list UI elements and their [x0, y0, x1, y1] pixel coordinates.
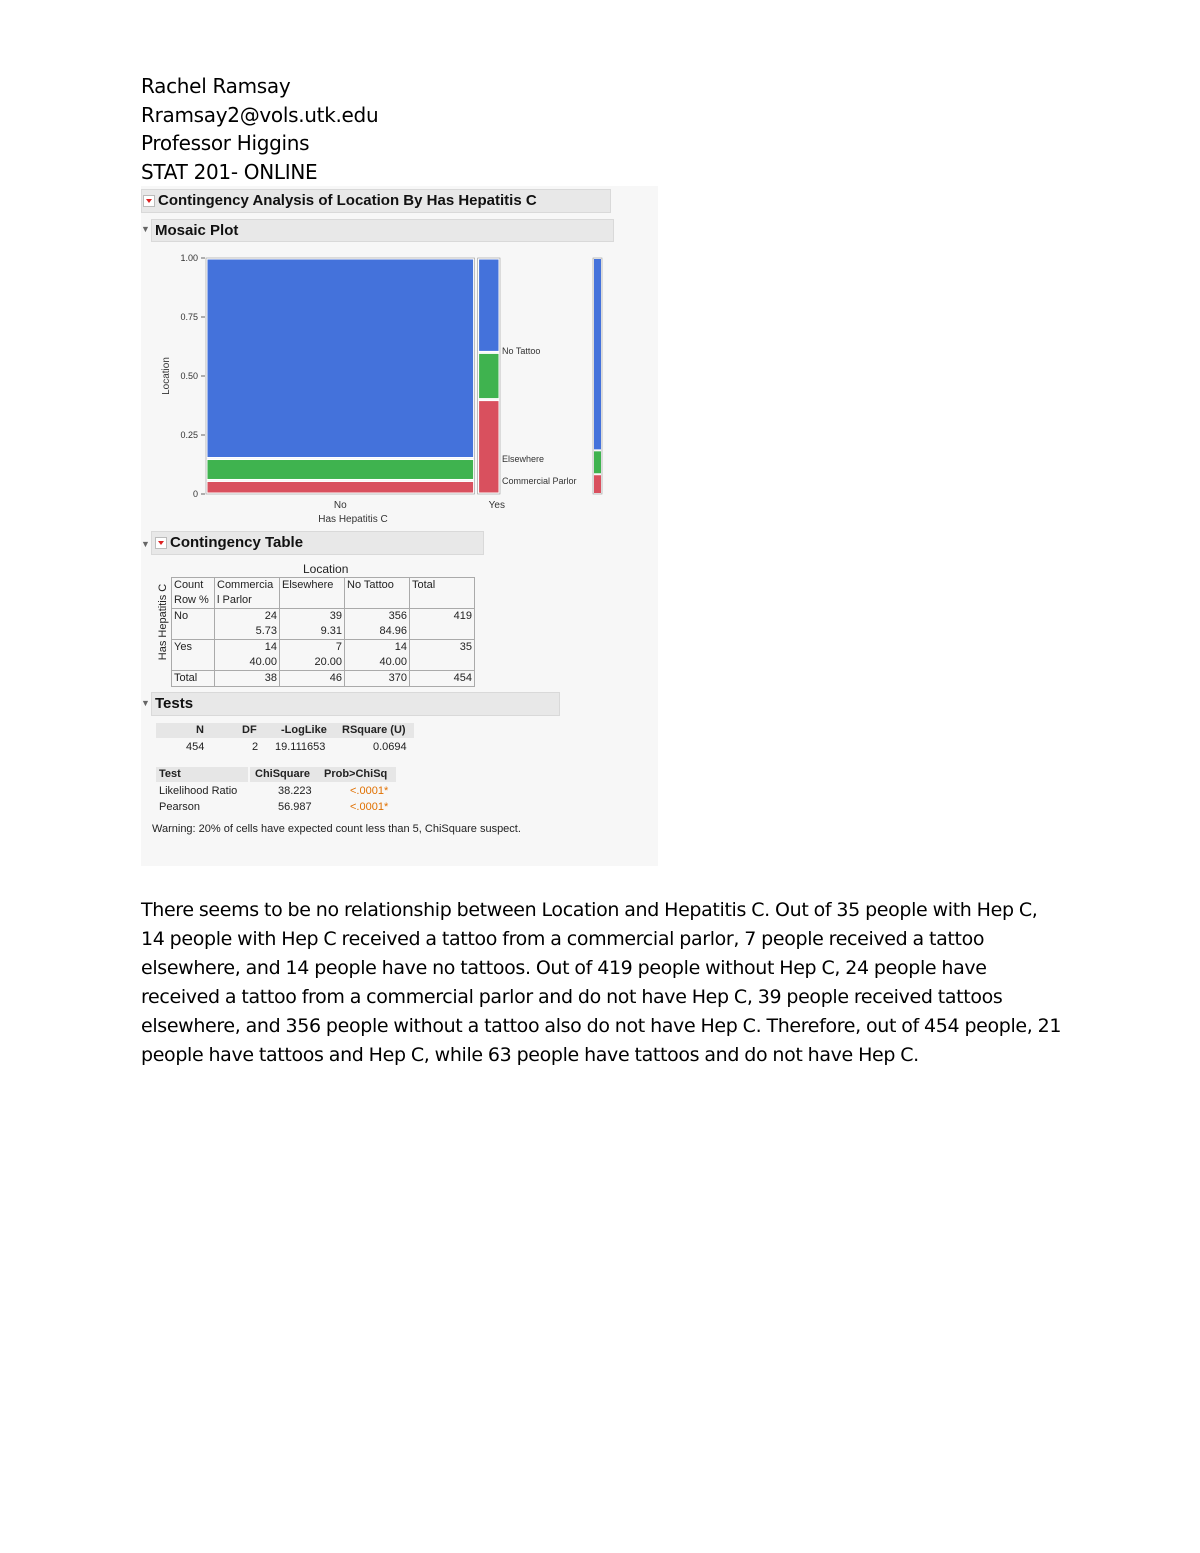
cell-pct: 9.31 [280, 624, 345, 640]
document-header [141, 72, 378, 186]
test-name: Pearson [159, 801, 200, 813]
x-tick-label: Yes [488, 500, 505, 511]
row-label-yes: Yes [172, 640, 215, 656]
column-group-label: Location [303, 562, 349, 576]
test-header-chisq: ChiSquare [255, 768, 311, 780]
collapse-triangle-icon[interactable]: ▼ [141, 539, 150, 549]
segment-label: No Tattoo [502, 346, 541, 356]
table-row [172, 655, 475, 671]
test-pvalue: <.0001* [350, 785, 389, 797]
contingency-table [171, 577, 475, 687]
cell-total: 370 [345, 671, 410, 687]
author-name: Rachel Ramsay [141, 74, 291, 98]
cell-total: 38 [215, 671, 280, 687]
test-name: Likelihood Ratio [159, 785, 238, 797]
col-header-elsewhere: Elsewhere [280, 578, 345, 594]
tests-heading: Tests [155, 695, 194, 712]
table-row [172, 609, 475, 625]
collapse-triangle-icon[interactable]: ▼ [141, 224, 150, 234]
cell-total: 419 [410, 609, 475, 625]
corner-rowpct: Row % [172, 593, 215, 609]
mosaic-cell [207, 259, 474, 458]
summary-value-loglike: 19.111653 [275, 741, 326, 753]
x-tick-label: No [333, 500, 347, 511]
mosaic-plot [141, 241, 658, 531]
test-header-test: Test [159, 768, 181, 780]
tests-heading-bar [151, 692, 560, 716]
y-axis-label: Location [161, 357, 172, 395]
professor-name: Professor Higgins [141, 131, 310, 155]
test-chisq: 56.987 [278, 801, 312, 813]
summary-value-rsquare: 0.0694 [373, 741, 407, 753]
col-header-commercial: Commercia [215, 578, 280, 594]
red-triangle-menu-icon[interactable] [155, 537, 167, 549]
analysis-paragraph: There seems to be no relationship between Location and Hepatitis C. Out of 35 people with Hep C, 14 people with Hep C received a tattoo from a commercial parlor, 7 people received a tattoo elsewhere, and 14 people have no tattoos. Out of 419 people without Hep C, 24 people have received a tattoo from a commercial parlor and do not have Hep C, 39 people received tattoos elsewhere, and 356 people without a tattoo also do not have Hep C. Therefore, out of 454 people, 21 people have tattoos and Hep C, while 63 people have tattoos and do not have Hep C. [141, 899, 1062, 1066]
cell-count: 14 [215, 640, 280, 656]
table-row-total [172, 671, 475, 687]
jmp-report-screenshot [141, 186, 658, 866]
report-title: Contingency Analysis of Location By Has Hepatitis C [158, 192, 537, 209]
cell-count: 14 [345, 640, 410, 656]
cell-count: 7 [280, 640, 345, 656]
mosaic-cell [479, 259, 499, 351]
y-axis-ticks [180, 253, 205, 499]
mosaic-heading: Mosaic Plot [155, 222, 239, 239]
cell-pct: 84.96 [345, 624, 410, 640]
summary-header-n: N [196, 724, 204, 736]
collapse-triangle-icon[interactable]: ▼ [141, 698, 150, 708]
x-axis-label: Has Hepatitis C [318, 514, 388, 525]
summary-header-rsquare: RSquare (U) [342, 724, 406, 736]
row-group-label: Has Hepatitis C [157, 583, 169, 661]
cell-count: 356 [345, 609, 410, 625]
col-header-no-tattoo: No Tattoo [345, 578, 410, 594]
segment-label: Elsewhere [502, 454, 545, 464]
cell-total: 454 [410, 671, 475, 687]
red-triangle-menu-icon[interactable] [143, 195, 155, 207]
mosaic-cell [479, 353, 499, 398]
cell-count: 39 [280, 609, 345, 625]
mosaic-heading-bar [151, 219, 614, 242]
summary-header-loglike: -LogLike [281, 724, 327, 736]
row-label-total: Total [172, 671, 215, 687]
report-title-bar [141, 189, 611, 213]
cell-total: 35 [410, 640, 475, 656]
mosaic-cell [207, 481, 474, 493]
y-tick-label: 0.50 [180, 371, 198, 381]
test-chisq: 38.223 [278, 785, 312, 797]
summary-value-n: 454 [186, 741, 205, 753]
cell-total: 46 [280, 671, 345, 687]
segment-label: Commercial Parlor [502, 476, 577, 486]
author-email: Rramsay2@vols.utk.edu [141, 102, 379, 127]
overall-bar-cell [594, 451, 601, 473]
y-tick-label: 0 [192, 489, 198, 499]
y-tick-label: 1.00 [180, 253, 198, 263]
course-name: STAT 201- ONLINE [141, 159, 318, 184]
cell-pct: 5.73 [215, 624, 280, 640]
contingency-heading-bar [151, 531, 484, 555]
chisquare-tests-table [156, 767, 396, 817]
cell-pct: 40.00 [345, 655, 410, 671]
warning-text: Warning: 20% of cells have expected count less than 5, ChiSquare suspect. [152, 823, 521, 835]
mosaic-cell [479, 401, 499, 493]
mosaic-cell [207, 460, 474, 480]
col-header-total: Total [410, 578, 475, 594]
y-tick-label: 0.75 [180, 312, 198, 322]
cell-pct: 40.00 [215, 655, 280, 671]
overall-bar-cell [594, 475, 601, 493]
col-header-commercial-2: l Parlor [215, 593, 280, 609]
y-tick-label: 0.25 [180, 430, 198, 440]
summary-header-df: DF [242, 724, 257, 736]
table-row [172, 624, 475, 640]
tests-summary-table [156, 723, 416, 759]
test-header-prob: Prob>ChiSq [324, 768, 388, 780]
row-label-no: No [172, 609, 215, 625]
cell-count: 24 [215, 609, 280, 625]
summary-value-df: 2 [252, 741, 259, 753]
table-row [172, 640, 475, 656]
segment-labels [502, 346, 577, 486]
corner-count: Count [172, 578, 215, 594]
contingency-heading: Contingency Table [170, 534, 304, 551]
test-pvalue: <.0001* [350, 801, 389, 813]
overall-bar-cell [594, 259, 601, 449]
x-axis-ticks [334, 500, 505, 511]
cell-pct: 20.00 [280, 655, 345, 671]
